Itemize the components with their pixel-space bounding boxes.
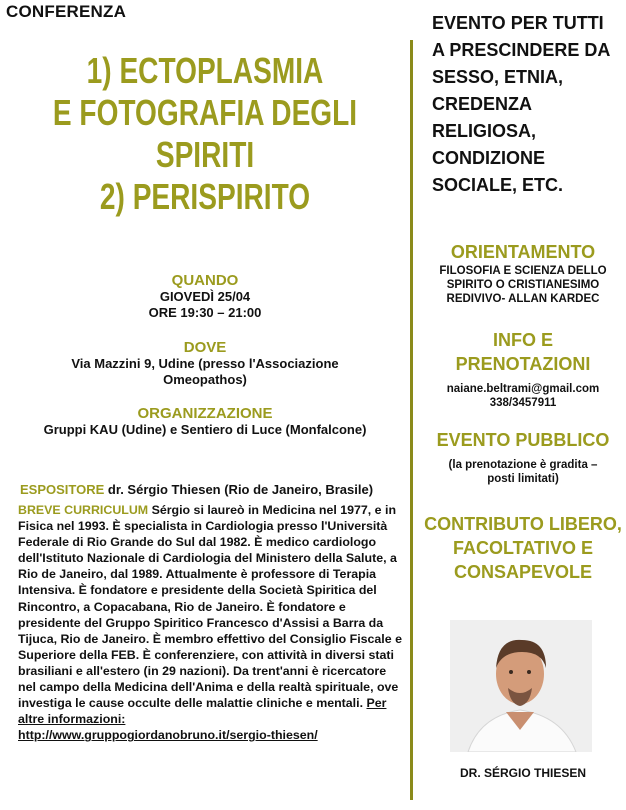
evento-pubblico-section: [420, 428, 626, 486]
speaker-caption: DR. SÉRGIO THIESEN: [459, 766, 587, 780]
info-email[interactable]: naiane.beltrami@gmail.com: [446, 383, 600, 395]
column-divider: [410, 40, 413, 800]
info-label-1: INFO E: [492, 330, 553, 350]
more-info-link[interactable]: http://www.gruppogiordanobruno.it/sergio-thiesen/: [18, 728, 318, 743]
orientamento-section: [420, 240, 626, 306]
quando-date: GIOVEDÌ 25/04: [159, 289, 251, 304]
evento-pubblico-label: EVENTO PUBBLICO: [436, 430, 610, 450]
event-for-all-line-4: CREDENZA: [432, 94, 533, 114]
info-section: [420, 328, 626, 410]
contributo-line-3: CONSAPEVOLE: [453, 562, 593, 582]
event-for-all: [432, 10, 610, 199]
event-for-all-line-7: SOCIALE, ETC.: [432, 175, 564, 195]
evento-pubblico-note-1: (la prenotazione è gradita –: [448, 459, 598, 471]
orientamento-line-1: FILOSOFIA E SCIENZA DELLO: [439, 265, 607, 277]
event-for-all-line-2: A PRESCINDERE DA: [432, 40, 611, 60]
event-title: [0, 50, 410, 218]
event-for-all-line-3: SESSO, ETNIA,: [432, 67, 564, 87]
dove-address-1: Via Mazzini 9, Udine (presso l'Associazione: [71, 356, 339, 371]
dove-label: DOVE: [183, 339, 227, 356]
organizzazione-value: Gruppi KAU (Udine) e Sentiero di Luce (Monfalcone): [43, 422, 367, 437]
contributo-section: [420, 512, 626, 584]
event-for-all-line-1: EVENTO PER TUTTI: [432, 13, 604, 33]
quando-label: QUANDO: [171, 272, 239, 289]
quando-section: [0, 272, 410, 321]
contributo-line-1: CONTRIBUTO LIBERO,: [424, 514, 622, 534]
orientamento-line-2: SPIRITO O CRISTIANESIMO: [446, 279, 600, 291]
more-info-label: Per altre informazioni:: [18, 696, 387, 727]
speaker-portrait-icon: [450, 620, 592, 752]
speaker-photo: [450, 620, 592, 752]
orientamento-label: ORIENTAMENTO: [450, 242, 596, 262]
title-line-4: 2) PERISPIRITO: [99, 176, 311, 217]
right-column: [420, 0, 626, 810]
espositore-line: [20, 482, 373, 497]
espositore-name: dr. Sérgio Thiesen (Rio de Janeiro, Brasile): [107, 482, 374, 497]
info-phone[interactable]: 338/3457911: [489, 397, 557, 409]
title-line-1: 1) ECTOPLASMIA: [86, 50, 324, 91]
title-line-3: SPIRITI: [155, 134, 255, 175]
espositore-label: ESPOSITORE: [20, 482, 105, 497]
info-label-2: PRENOTAZIONI: [455, 354, 591, 374]
curriculum-body: Sérgio si laureò in Medicina nel 1977, e in Fisica nel 1993. È specialista in Cardiologia presso l'Università Federale di Rio Grande do Sul dal 1982. È medico cardiologo dell'Istituto Nazionale di Cardiologia del Ministero della Salute, a Rio de Janeiro, dal 1989. Attualmente è professore di Terapia Intensiva. È fondatore e presidente della Società Spiritica del Rincontro, a Copacabana, Rio de Janeiro. È fondatore e presidente del Gruppo Spiritico Francesco d'Assisi a Barra da Tijuca, Rio de Janeiro. È membro effettivo del Consiglio Fiscale e Superiore della FEB. È conferenziere, con attività in diversi stati brasiliani e all'estero (in 29 nazioni). Da trent'anni è ricercatore nel campo della Medicina dell'Anima e della realtà spirituale, ove investiga le cause occulte delle malattie cliniche e mentali.: [18, 503, 402, 711]
dove-section: [0, 339, 410, 388]
quando-time: ORE 19:30 – 21:00: [148, 305, 262, 320]
event-for-all-line-6: CONDIZIONE: [432, 148, 546, 168]
curriculum-label: BREVE CURRICULUM: [18, 503, 149, 517]
curriculum-text: [18, 502, 402, 743]
evento-pubblico-note-2: posti limitati): [487, 473, 559, 485]
dove-address-2: Omeopathos): [163, 372, 247, 387]
orientamento-line-3: REDIVIVO- ALLAN KARDEC: [446, 293, 600, 305]
organizzazione-section: [0, 405, 410, 438]
contributo-line-2: FACOLTATIVO E: [453, 538, 593, 558]
conference-header: CONFERENZA: [6, 2, 127, 21]
title-line-2: E FOTOGRAFIA DEGLI: [52, 92, 358, 133]
event-for-all-line-5: RELIGIOSA,: [432, 121, 537, 141]
organizzazione-label: ORGANIZZAZIONE: [137, 405, 273, 422]
